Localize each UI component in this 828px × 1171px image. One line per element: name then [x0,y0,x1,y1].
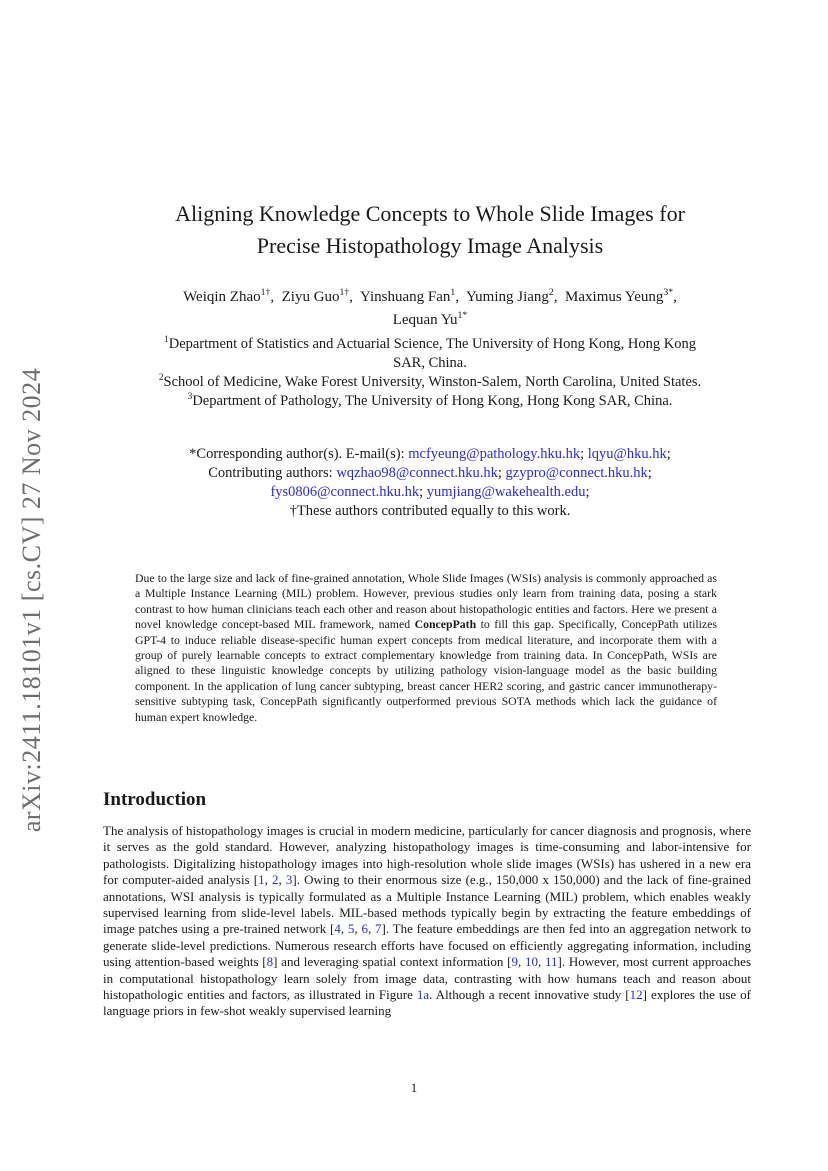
citation-link[interactable]: 3 [285,872,293,888]
page-number: 1 [410,1080,418,1095]
author-list: Weiqin Zhao$^{1\dagger}$, Ziyu Guo$^{1\dagger}$, Yinshuang Fan$^1$, Yuming Jiang$^2$, Maximus Yeung$^{3*}$, Lequan $Yu^{1*}$ [183,287,677,328]
citation-link[interactable]: 12 [629,987,643,1003]
citation-link[interactable]: 5 [347,921,355,937]
author: Maximus Yeung$^{3*}$ [565,287,674,305]
citation-link[interactable]: 9 [511,954,518,970]
section-heading: Introduction [103,789,207,810]
contributing-label: Contributing authors: [208,465,333,481]
email-link[interactable]: yumjiang@wakehealth.edu [426,484,586,500]
citation-link[interactable]: 11 [544,954,558,970]
citation-link[interactable]: 8 [266,954,274,970]
method-name: ConcepPath [414,617,477,632]
citation-link[interactable]: 2 [271,872,279,888]
citation-link[interactable]: 4 [334,921,341,937]
corresponding-label: *Corresponding author(s). E-mail(s): [189,446,405,462]
citation-link[interactable]: 1 [258,872,265,888]
paper-title [110,198,750,262]
citation-link[interactable]: 10 [524,954,538,970]
arxiv-stamp [12,350,52,850]
figure-reference-link[interactable]: 1a [416,987,430,1003]
affiliation-1: $^1$Department of Statistics and Actuarial Science, The University of Hong Kong, Hong Kong SAR, China. [164,335,696,371]
email-link[interactable]: gzypro@connect.hku.hk [505,465,648,481]
author: Ziyu Guo$^{1\dagger}$ [281,287,350,305]
affiliation-3: $^3$Department of Pathology, The University of Hong Kong, Hong Kong SAR, China. [187,392,673,409]
email-link[interactable]: mcfyeung@pathology.hku.hk [408,446,581,462]
email-link[interactable]: lqyu@hku.hk [587,446,667,462]
author: Yinshuang Fan$^1$ [360,287,456,305]
abstract: Due to the large size and lack of fine-grained annotation, Whole Slide Images (WSIs) analysis is commonly approached as a Multiple Instance Learning (MIL) problem. However, previous studies only learn from training data, posing a stark contrast to how human clinicians teach each other and reason about histopathologic entities and factors. Here we present a novel knowledge concept-based MIL framework, named ConcepPath to fill this gap. Specifically, ConcepPath utilizes GPT-4 to induce reliable disease-specific human expert concepts from medical literature, and incorporate them with a group of purely learnable concepts to extract complementary knowledge from training data. In ConcepPath, WSIs are aligned to these linguistic knowledge concepts by utilizing pathology vision-language model as the basic building component. In the application of lung cancer subtyping, breast cancer HER2 scoring, and gastric cancer immunotherapy-sensitive subtyping task, ConcepPath significantly outperformed previous SOTA methods which lack the guidance of human expert knowledge. [135,571,717,724]
citation-link[interactable]: 7 [375,921,382,937]
arxiv-id: arXiv:2411.18101v1 [cs.CV] 27 Nov 2024 [17,367,47,833]
title-line-1: Aligning Knowledge Concepts to Whole Slide Images for [175,201,685,226]
author: Yuming Jiang$^2$ [466,287,554,305]
author: Weiqin Zhao$^{1\dagger}$ [183,287,271,305]
citation-link[interactable]: 6 [361,921,368,937]
contact-info: *Corresponding author(s). E-mail(s): mcfyeung@pathology.hku.hk; lqyu@hku.hk; Contributing authors: wqzhao98@connect.hku.hk; gzypro@connect.hku.hk; fys0806@connect.hku.hk; yumjiang@wakehealth.edu; †These authors contributed equally to this work. [110,445,750,521]
email-link[interactable]: wqzhao98@connect.hku.hk [336,465,498,481]
affiliations [110,335,750,411]
introduction-text: The analysis of histopathology images is crucial in modern medicine, particularly for cancer diagnosis and prognosis, where it serves as the gold standard. However, analyzing histopathology images is time-consuming and labor-intensive for pathologists. Digitalizing histopathology images into high-resolution whole slide images (WSIs) has ushered in a new era for computer-aided analysis [1, 2, 3]. Owing to their enormous size (e.g., 150,000 x 150,000) and the lack of fine-grained annotations, WSI analysis is typically formulated as a Multiple Instance Learning (MIL) problem, which enables weakly supervised learning from slide-level labels. MIL-based methods typically begin by extracting the feature embeddings of image patches using a pre-trained network [4, 5, 6, 7]. The feature embeddings are then fed into an aggregation network to generate slide-level predictions. Numerous research efforts have focused on efficiently aggregating information, including using attention-based weights [8] and leveraging spatial context information [9, 10, 11]. However, most current approaches in computational histopathology learn solely from image data, contrasting with how humans teach and reason about histopathologic entities and factors, as illustrated in Figure 1a. Although a recent innovative study [12] explores the use of language priors in few-shot weakly supervised learning [103,823,752,1019]
email-link[interactable]: fys0806@connect.hku.hk [270,484,420,500]
equal-contribution-note: †These authors contributed equally to this work. [289,503,571,519]
author: Lequan $Yu^{1*}$ [392,310,468,328]
title-line-2: Precise Histopathology Image Analysis [256,233,604,258]
affiliation-2: $^2$School of Medicine, Wake Forest University, Winston-Salem, North Carolina, United States. [158,373,702,390]
